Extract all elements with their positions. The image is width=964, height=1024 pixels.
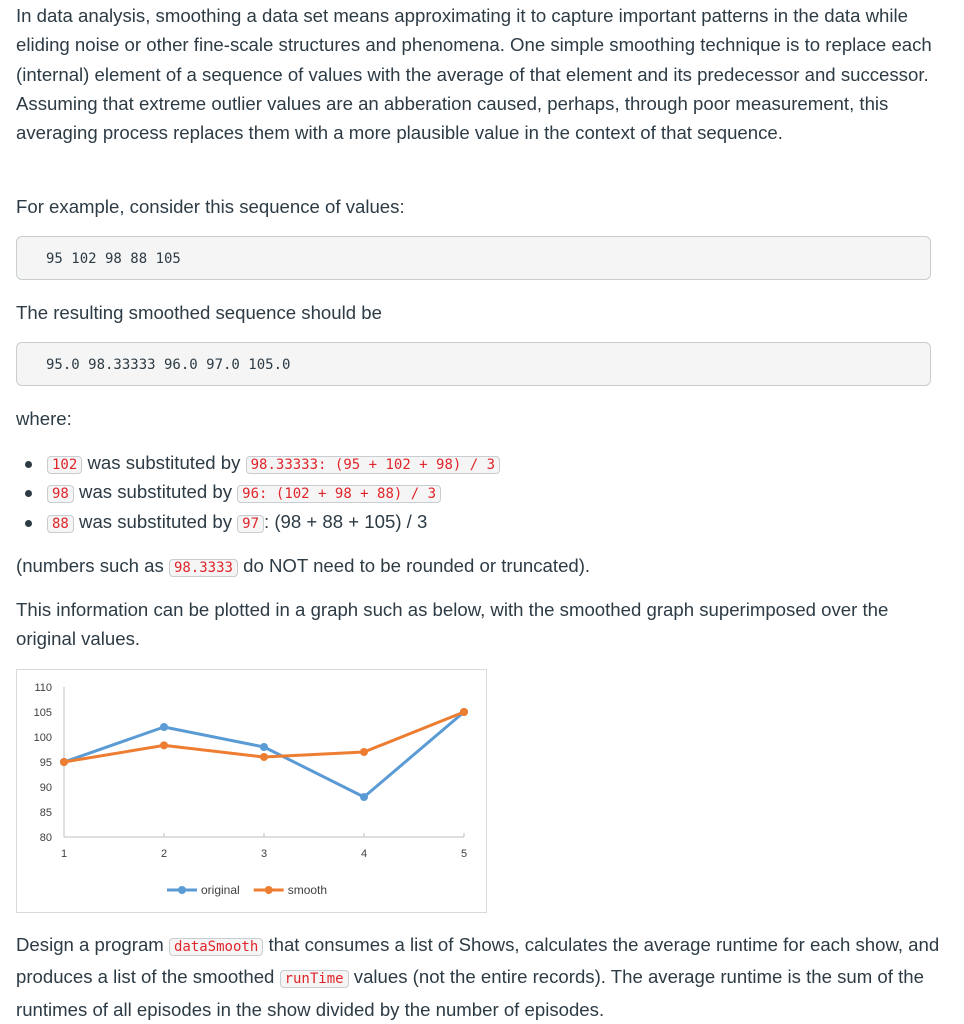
substitution-item — [16, 507, 500, 536]
substitution-item — [16, 477, 500, 506]
data-point-smooth — [360, 748, 368, 756]
x-tick-label: 4 — [360, 848, 368, 860]
runtime-code: runTime — [280, 970, 349, 988]
numbers-note-after: do NOT need to be rounded or truncated). — [243, 555, 591, 576]
y-tick-label: 100 — [33, 732, 52, 744]
y-tick-label: 85 — [39, 807, 52, 819]
data-point-smooth — [260, 753, 268, 761]
y-tick-label: 80 — [39, 832, 52, 844]
chart-svg — [17, 670, 486, 912]
plot-intro: This information can be plotted in a graph such as below, with the smoothed graph superimposed over the original values. — [16, 599, 889, 650]
replacement-code: 98.33333: (95 + 102 + 98) / 3 — [246, 456, 500, 474]
smoothing-chart — [16, 669, 487, 913]
x-tick-label: 5 — [460, 848, 468, 860]
y-tick-label: 105 — [33, 707, 52, 719]
legend-label-original: original — [201, 883, 240, 897]
substitution-list — [16, 448, 500, 536]
data-point-original — [260, 743, 268, 751]
legend-marker-original — [178, 886, 186, 894]
numbers-note — [16, 551, 590, 583]
substitution-text: was substituted by — [79, 481, 232, 503]
y-tick-label: 110 — [34, 682, 52, 694]
legend-label-smooth: smooth — [287, 883, 328, 897]
y-tick-label: 90 — [39, 782, 52, 794]
data-point-original — [360, 793, 368, 801]
design-before: Design a program — [16, 934, 164, 955]
intro-paragraph: In data analysis, smoothing a data set means approximating it to capture important patterns in the data while eliding noise or other fine-scale structures and phenomena. One simple smoothing technique is to replace each (internal) element of a sequence of values with the average of that element and its predecessor and successor. Assuming that extreme outlier values are an abberation caused, perhaps, through poor measurement, this averaging process replaces them with a more plausible value in the context of that sequence. — [16, 5, 932, 144]
design-paragraph — [16, 930, 941, 1024]
numbers-note-before: (numbers such as — [16, 555, 164, 576]
substitution-text: was substituted by — [87, 452, 241, 473]
substitution-text: was substituted by — [79, 510, 232, 532]
datasmooth-code: dataSmooth — [169, 938, 263, 956]
numbers-note-code: 98.3333 — [169, 559, 238, 577]
original-value-code: 102 — [47, 456, 82, 474]
substitution-trailing: : (98 + 88 + 105) / 3 — [264, 510, 428, 532]
x-tick-label: 2 — [160, 848, 168, 860]
data-point-smooth — [60, 758, 68, 766]
example-sequence-block: 95 102 98 88 105 — [16, 236, 931, 280]
replacement-code: 97 — [237, 515, 264, 533]
design-after: values (not the entire records). The average runtime is the sum of the runtimes of all episodes in the show divided by the number of episodes. — [16, 966, 924, 1020]
data-point-original — [160, 723, 168, 731]
y-tick-label: 95 — [39, 757, 52, 769]
original-value-code: 98 — [47, 485, 74, 503]
example-intro: For example, consider this sequence of values: — [16, 196, 405, 217]
replacement-code: 96: (102 + 98 + 88) / 3 — [237, 485, 441, 503]
original-value-code: 88 — [47, 515, 74, 533]
result-sequence-block: 95.0 98.33333 96.0 97.0 105.0 — [16, 342, 931, 386]
legend-marker-smooth — [265, 886, 273, 894]
data-point-smooth — [160, 741, 168, 749]
result-intro: The resulting smoothed sequence should be — [16, 302, 382, 323]
x-tick-label: 1 — [60, 848, 68, 860]
design-middle: that consumes a list of Shows, calculates the average runtime for each show, and produces a list of the smoothed — [16, 934, 940, 988]
where-label: where: — [16, 408, 72, 429]
x-tick-label: 3 — [260, 848, 268, 860]
substitution-item — [16, 448, 500, 477]
data-point-smooth — [460, 708, 468, 716]
